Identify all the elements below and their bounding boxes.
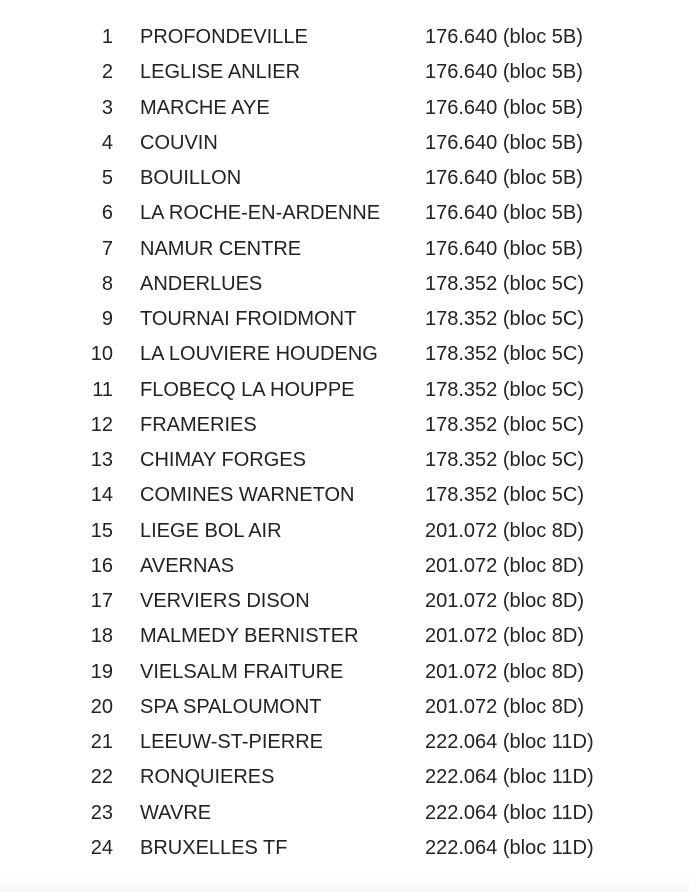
site-name: AVERNAS [140,554,235,577]
site-name: LEGLISE ANLIER [140,61,301,84]
row-number: 17 [90,590,113,612]
frequency-block: 178.352 (bloc 5C) [425,343,584,366]
table-row [0,267,689,302]
site-name: WAVRE [140,801,212,824]
table-row [0,796,689,831]
frequency-block: 201.072 (bloc 8D) [425,554,584,577]
page-bottom-band [0,872,689,892]
site-name: FLOBECQ LA HOUPPE [140,378,355,401]
table-row [0,760,689,795]
table-row [0,725,689,760]
table-row [0,20,689,55]
frequency-block: 176.640 (bloc 5B) [425,26,583,48]
site-name: SPA SPALOUMONT [140,695,322,718]
site-name: BOUILLON [140,167,242,189]
frequency-block: 176.640 (bloc 5B) [425,131,583,154]
site-name: COUVIN [140,131,218,154]
row-number: 13 [90,449,113,471]
site-name: MARCHE AYE [140,96,270,119]
row-number: 1 [101,26,113,48]
row-number: 8 [101,272,113,295]
frequency-block: 201.072 (bloc 8D) [425,695,584,718]
site-name: ANDERLUES [140,272,263,295]
row-number: 14 [90,484,113,507]
site-name: LEEUW-ST-PIERRE [140,731,323,753]
table-row [0,232,689,267]
site-name: RONQUIERES [140,766,275,789]
site-name: CHIMAY FORGES [140,449,306,471]
transmitter-list [0,20,689,866]
site-name: PROFONDEVILLE [140,26,308,48]
table-row [0,373,689,408]
table-row [0,302,689,337]
table-row [0,126,689,161]
frequency-block: 176.640 (bloc 5B) [425,96,583,119]
row-number: 23 [90,801,113,824]
row-number: 22 [90,766,113,789]
table-row [0,55,689,90]
frequency-block: 201.072 (bloc 8D) [425,590,584,612]
row-number: 15 [90,519,113,542]
table-row [0,619,689,654]
frequency-block: 222.064 (bloc 11D) [425,801,594,824]
row-number: 20 [90,695,113,718]
site-name: VERVIERS DISON [140,590,310,612]
site-name: BRUXELLES TF [140,836,288,859]
site-name: FRAMERIES [140,413,257,436]
row-number: 7 [101,237,113,260]
frequency-block: 178.352 (bloc 5C) [425,484,584,507]
table-row [0,443,689,478]
frequency-block: 201.072 (bloc 8D) [425,625,584,648]
site-name: TOURNAI FROIDMONT [140,308,357,330]
table-row [0,408,689,443]
row-number: 2 [101,61,113,84]
row-number: 6 [101,202,113,225]
site-name: MALMEDY BERNISTER [140,625,359,648]
row-number: 19 [90,660,113,683]
frequency-block: 222.064 (bloc 11D) [425,836,594,859]
site-name: NAMUR CENTRE [140,237,302,260]
row-number: 16 [90,554,113,577]
row-number: 11 [92,378,113,401]
frequency-block: 178.352 (bloc 5C) [425,413,584,436]
frequency-block: 178.352 (bloc 5C) [425,272,584,295]
row-number: 5 [101,167,113,189]
site-name: VIELSALM FRAITURE [140,660,344,683]
row-number: 4 [101,131,113,154]
table-row [0,549,689,584]
site-name: LA ROCHE-EN-ARDENNE [140,202,381,225]
frequency-block: 176.640 (bloc 5B) [425,237,583,260]
row-number: 18 [90,625,113,648]
frequency-block: 176.640 (bloc 5B) [425,202,583,225]
table-row [0,584,689,619]
site-name: LIEGE BOL AIR [140,519,282,542]
row-number: 12 [90,413,113,436]
row-number: 10 [90,343,113,366]
frequency-block: 178.352 (bloc 5C) [425,449,584,471]
frequency-block: 222.064 (bloc 11D) [425,731,594,753]
site-name: COMINES WARNETON [140,484,355,507]
frequency-block: 222.064 (bloc 11D) [425,766,594,789]
table-row [0,91,689,126]
table-row [0,196,689,231]
frequency-block: 178.352 (bloc 5C) [425,308,584,330]
frequency-block: 176.640 (bloc 5B) [425,61,583,84]
table-row [0,690,689,725]
frequency-block: 178.352 (bloc 5C) [425,378,584,401]
table-row [0,831,689,866]
table-row [0,161,689,196]
row-number: 21 [90,731,113,753]
table-row [0,514,689,549]
frequency-block: 201.072 (bloc 8D) [425,519,584,542]
table-row [0,478,689,513]
table-row [0,655,689,690]
frequency-block: 176.640 (bloc 5B) [425,167,583,189]
frequency-block: 201.072 (bloc 8D) [425,660,584,683]
row-number: 3 [101,96,113,119]
row-number: 9 [101,308,113,330]
table-row [0,337,689,372]
site-name: LA LOUVIERE HOUDENG [140,343,378,366]
row-number: 24 [90,836,113,859]
